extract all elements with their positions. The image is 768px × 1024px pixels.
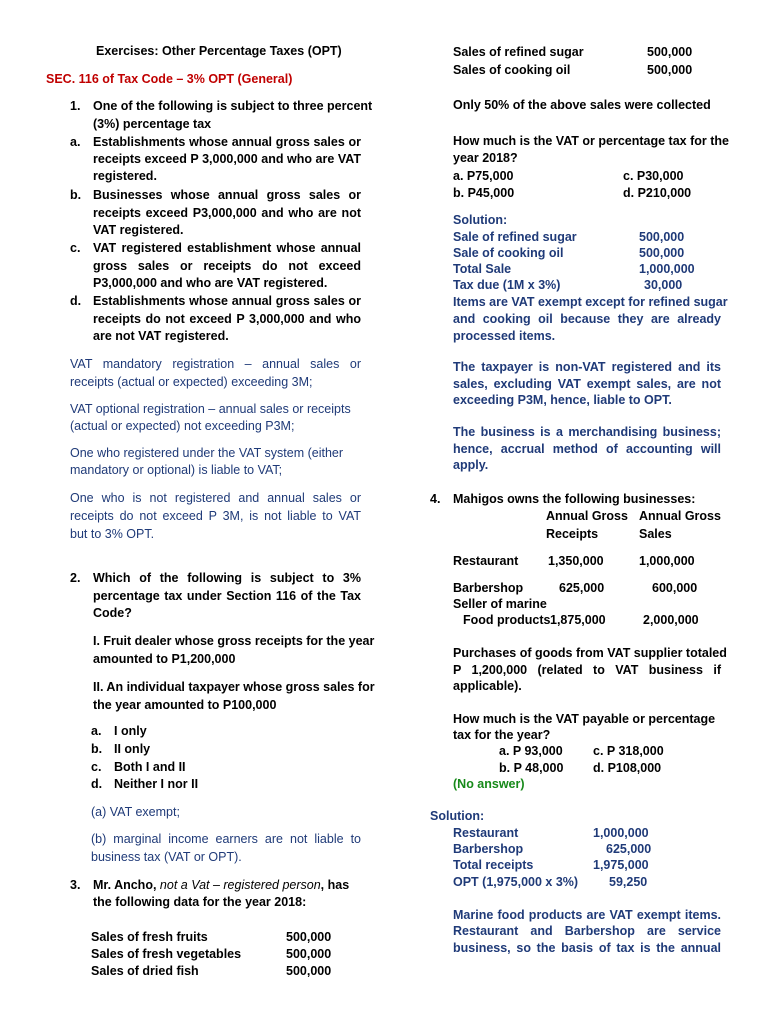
q3-solution-label-row: Total Sale [453, 262, 512, 276]
q3-data-label: Sales of cooking oil [453, 63, 571, 77]
section-heading: SEC. 116 of Tax Code – 3% OPT (General) [46, 72, 293, 86]
q4-stem: Mahigos owns the following businesses: [453, 492, 696, 506]
q4-column-header: Sales [639, 527, 672, 541]
q2-choice-label: a. [91, 724, 102, 738]
q3-explanation-3-line: The business is a merchandising business; [453, 425, 721, 439]
note-registered-line: One who registered under the VAT system (either [70, 446, 344, 460]
q2-choice-text: Neither I nor II [114, 777, 199, 791]
q4-purchases-line: applicable). [453, 679, 522, 693]
q3-solution-label-row: Tax due (1M x 3%) [453, 278, 561, 292]
q3-data-label: Sales of dried fish [91, 964, 199, 978]
q4-choice-c: c. P 318,000 [593, 744, 664, 758]
q1-option-a-line: registered. [93, 169, 157, 183]
q2-item-1-line: amounted to P1,200,000 [93, 652, 236, 666]
q3-solution-label: Solution: [453, 213, 508, 227]
q1-option-b-line: receipts exceed P3,000,000 and who are not [93, 206, 361, 220]
q3-solution-label-row: Sale of refined sugar [453, 230, 577, 244]
q4-solution-amount: 1,000,000 [593, 826, 649, 840]
page-title: Exercises: Other Percentage Taxes (OPT) [96, 44, 342, 58]
q2-stem-line: percentage tax under Section 116 of the Tax [93, 589, 361, 603]
q4-business-label: Seller of marine [453, 597, 547, 611]
q3-data-label: Sales of fresh vegetables [91, 947, 242, 961]
q1-option-a-line: Establishments whose annual gross sales or [93, 135, 361, 149]
q1-stem-line: One of the following is subject to three percent [93, 99, 373, 113]
q3-explanation-2-line: exceeding P3M, hence, liable to OPT. [453, 393, 672, 407]
q1-stem-line: (3%) percentage tax [93, 117, 212, 131]
q3-explanation-1-line: processed items. [453, 329, 556, 343]
q3-data-amount: 500,000 [647, 63, 693, 77]
q1-number: 1. [70, 99, 81, 113]
q1-option-c-line: VAT registered establishment whose annual [93, 241, 361, 255]
note-not-registered-line: One who is not registered and annual sales or [70, 491, 361, 505]
q3-data-amount: 500,000 [286, 930, 332, 944]
q4-explanation-line: business, so the basis of tax is the annual [453, 941, 721, 955]
q4-receipts-value: 1,350,000 [548, 554, 604, 568]
q1-option-d-line: Establishments whose annual gross sales or [93, 294, 361, 308]
q2-item-2-line: II. An individual taxpayer whose gross sales for [93, 680, 375, 694]
q4-choice-d: d. P108,000 [593, 761, 662, 775]
note-mandatory-line: receipts (actual or expected) exceeding 3M; [70, 375, 313, 389]
q4-question-line: tax for the year? [453, 728, 551, 742]
q1-option-c-label: c. [70, 241, 81, 255]
q4-solution-label-row: Barbershop [453, 842, 524, 856]
q4-solution-amount: 59,250 [609, 875, 648, 889]
q2-choice-text: I only [114, 724, 147, 738]
q4-business-label: Barbershop [453, 581, 524, 595]
q4-solution-label: Solution: [430, 809, 485, 823]
q3-data-amount: 500,000 [286, 964, 332, 978]
q2-number: 2. [70, 571, 81, 585]
q3-solution-amount: 30,000 [644, 278, 683, 292]
note-optional-line: VAT optional registration – annual sales or receipts [70, 402, 351, 416]
q3-solution-amount: 500,000 [639, 246, 685, 260]
note-not-registered-line: receipts do not exceed P 3M, is not liable to VAT [70, 509, 361, 523]
q3-stem-pre: Mr. Ancho, [93, 878, 157, 892]
q2-choice-label: d. [91, 777, 103, 791]
q3-data-label: Sales of fresh fruits [91, 930, 208, 944]
q4-solution-amount: 625,000 [606, 842, 652, 856]
q4-purchases-line: P 1,200,000 (related to VAT business if [453, 663, 721, 677]
q3-stem-italic: not a Vat – registered person [159, 878, 321, 892]
q3-stem-line-2: the following data for the year 2018: [93, 895, 307, 909]
q3-collected-note: Only 50% of the above sales were collected [453, 98, 711, 112]
q3-solution-amount: 500,000 [639, 230, 685, 244]
q1-option-d-line: are not VAT registered. [93, 329, 229, 343]
q4-explanation-line: Restaurant and Barbershop are service [453, 924, 721, 938]
q3-stem [93, 877, 349, 893]
q4-column-header: Annual Gross [639, 509, 721, 523]
q2-explanation-b-line: business tax (VAT or OPT). [91, 850, 242, 864]
q4-sales-value: 2,000,000 [643, 613, 699, 627]
q1-option-d-line: receipts do not exceed P 3,000,000 and who [93, 312, 361, 326]
q2-choice-label: b. [91, 742, 103, 756]
q2-explanation-a: (a) VAT exempt; [91, 805, 180, 819]
q3-data-label: Sales of refined sugar [453, 45, 584, 59]
q3-solution-label-row: Sale of cooking oil [453, 246, 564, 260]
q3-choice-b: b. P45,000 [453, 186, 515, 200]
q1-option-b-label: b. [70, 188, 82, 202]
q4-question-line: How much is the VAT payable or percentage [453, 712, 716, 726]
note-mandatory-line: VAT mandatory registration – annual sales or [70, 357, 361, 371]
q4-receipts-value: 1,875,000 [550, 613, 606, 627]
q3-data-amount: 500,000 [286, 947, 332, 961]
q4-choice-b: b. P 48,000 [499, 761, 564, 775]
q4-number: 4. [430, 492, 441, 506]
q3-choice-d: d. P210,000 [623, 186, 692, 200]
q1-option-a-label: a. [70, 135, 81, 149]
q3-number: 3. [70, 878, 81, 892]
q3-question-line: How much is the VAT or percentage tax for the [453, 134, 729, 148]
q3-explanation-3-line: hence, accrual method of accounting will [453, 442, 721, 456]
q3-solution-amount: 1,000,000 [639, 262, 695, 276]
q4-solution-amount: 1,975,000 [593, 858, 649, 872]
q4-solution-label-row: OPT (1,975,000 x 3%) [453, 875, 579, 889]
q1-option-c-line: gross sales or receipts do not exceed [93, 259, 361, 273]
q1-option-d-label: d. [70, 294, 82, 308]
q4-no-answer: (No answer) [453, 777, 525, 791]
note-not-registered-line: but to 3% OPT. [70, 527, 155, 541]
q1-option-b-line: Businesses whose annual gross sales or [93, 188, 361, 202]
q4-purchases-line: Purchases of goods from VAT supplier totaled [453, 646, 727, 660]
q4-solution-label-row: Total receipts [453, 858, 534, 872]
q2-stem-line: Code? [93, 606, 132, 620]
q4-explanation-line: Marine food products are VAT exempt items. [453, 908, 721, 922]
q2-item-2-line: the year amounted to P100,000 [93, 698, 277, 712]
q4-receipts-value: 625,000 [559, 581, 605, 595]
q2-stem-line: Which of the following is subject to 3% [93, 571, 361, 585]
q3-choice-a: a. P75,000 [453, 169, 514, 183]
q4-business-label: Food products [463, 613, 551, 627]
q3-choice-c: c. P30,000 [623, 169, 684, 183]
q4-solution-label-row: Restaurant [453, 826, 519, 840]
q3-explanation-1-line: and cooking oil because they are already [453, 312, 721, 326]
note-optional-line: (actual or expected) not exceeding P3M; [70, 419, 295, 433]
q1-option-b-line: VAT registered. [93, 223, 184, 237]
q2-item-1-line: I. Fruit dealer whose gross receipts for the year [93, 634, 375, 648]
q3-stem-post: , has [320, 878, 350, 892]
q4-sales-value: 600,000 [652, 581, 698, 595]
q3-explanation-2-line: The taxpayer is non-VAT registered and its [453, 360, 721, 374]
q1-option-c-line: P3,000,000 and who are VAT registered. [93, 276, 328, 290]
q3-explanation-2-line: sales, excluding VAT exempt sales, are not [453, 377, 721, 391]
q4-column-header: Receipts [546, 527, 599, 541]
q3-explanation-1-line: Items are VAT exempt except for refined sugar [453, 295, 728, 309]
q2-choice-text: II only [114, 742, 151, 756]
q2-explanation-b-line: (b) marginal income earners are not liable to [91, 832, 361, 846]
q3-data-amount: 500,000 [647, 45, 693, 59]
q4-column-header: Annual Gross [546, 509, 628, 523]
q2-choice-label: c. [91, 760, 102, 774]
q1-option-a-line: receipts exceed P 3,000,000 and who are VAT [93, 152, 361, 166]
q4-choice-a: a. P 93,000 [499, 744, 563, 758]
q2-choice-text: Both I and II [114, 760, 186, 774]
q4-business-label: Restaurant [453, 554, 519, 568]
note-registered-line: mandatory or optional) is liable to VAT; [70, 463, 283, 477]
q3-explanation-3-line: apply. [453, 458, 489, 472]
q3-question-line: year 2018? [453, 151, 518, 165]
q4-sales-value: 1,000,000 [639, 554, 695, 568]
